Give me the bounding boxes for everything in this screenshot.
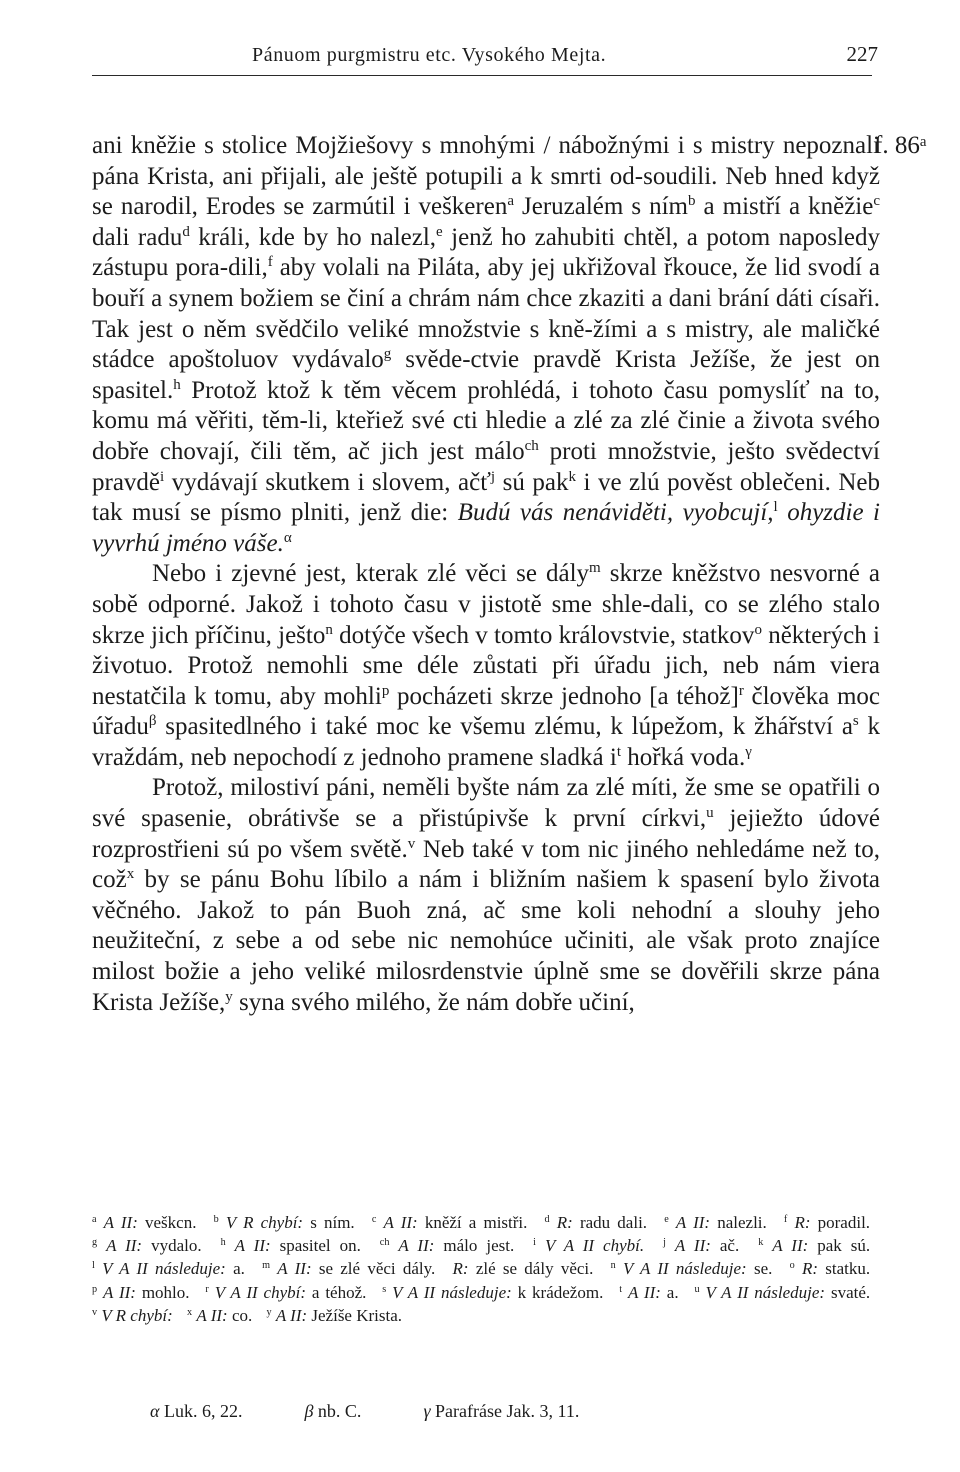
apparatus-key: g <box>92 1237 98 1249</box>
apparatus-note <box>92 1283 190 1302</box>
source-text: Luk. 6, 22. <box>163 1401 243 1421</box>
apparatus-note <box>205 1283 366 1302</box>
apparatus-key: r <box>205 1283 209 1295</box>
apparatus-key: m <box>262 1260 271 1272</box>
apparatus-reading: pak sú. <box>817 1236 871 1256</box>
apparatus-note <box>790 1259 871 1278</box>
apparatus-reading: a. <box>666 1282 679 1302</box>
apparatus-reading: k krádežom. <box>517 1282 604 1302</box>
apparatus-key: l <box>92 1260 95 1272</box>
apparatus-reading: nalezli. <box>717 1213 767 1232</box>
apparatus-key: x <box>187 1306 193 1318</box>
apparatus-siglum: A II: <box>674 1236 711 1256</box>
apparatus-note <box>92 1306 173 1325</box>
apparatus-note <box>92 1236 202 1255</box>
apparatus-note <box>545 1213 648 1232</box>
apparatus-siglum: V A II následuje: <box>102 1259 226 1279</box>
apparatus-key: v <box>92 1306 98 1318</box>
apparatus-reading: a. <box>233 1259 245 1279</box>
apparatus-note <box>92 1213 196 1232</box>
apparatus-key: d <box>544 1213 550 1225</box>
apparatus-siglum: V A II chybí. <box>544 1236 645 1256</box>
apparatus-siglum: A II: <box>675 1213 711 1232</box>
apparatus-key: f <box>783 1213 788 1225</box>
paragraph-1: ani kněžie s stolice Mojžiešovy s mnohými / nábožnými i s mistry nepoznali pána Krista, ani přijali, ale ještě potupili a k smrti od-soudili. Neb hned když se narodil, Erodes se zarmútil i veškeren$^a$ Jeruzalém s ním$^b$ a mistří a kněžie$^c$ dali radu$^d$ králi, kde by ho nalezl,$^e$ jenž ho zahubiti chtěl, a potom naposledy zástupu pora-dili,$^f$ aby volali na Piláta, aby jej ukřižoval řkouce, že lid svodí a bouří a synem božiem se činí a chrám nám chce zkaziti a dani brání dáti císaři. Tak jest o něm svědčilo veliké množstvie s kně-žími a s mistry, ale maličké stádce apoštoluov vydávalo$^g$ svěde-ctvie pravdě Krista Ježíše, že jest on spasitel.$^h$ Protož ktož k těm věcem prohlédá, i tohoto času pomyslíť na to, komu má věřiti, těm-li, kteřiež své cti hledie a zlé za zlé činie a života svého dobře chovají, čili těm, ač jich jest málo$^{ch}$ proti množstvie, ješto svědectví pravdě$^i$ vydávají skutkem i slovem, ačť$^j$ sú pak$^k$ i ve zlú pověst oblečeni. Neb tak musí se písmo plniti, jenž die: Budú vás nenáviděti, vyobcují,$^l$ ohyzdie i vyvrhú jméno váše.$^\alpha$ <box>92 132 881 557</box>
apparatus-key: y <box>266 1306 272 1318</box>
apparatus-note <box>92 1259 245 1278</box>
scripture-quote: Budú vás nenáviděti, vyobcují, <box>457 499 774 527</box>
apparatus-siglum: A II: <box>398 1236 435 1256</box>
apparatus-reading: zlé se dály věci. <box>475 1259 594 1279</box>
apparatus-siglum: V R chybí: <box>225 1213 304 1232</box>
apparatus-note <box>611 1259 773 1278</box>
apparatus-note <box>453 1259 594 1278</box>
page-number: 227 <box>846 42 878 66</box>
source-note <box>150 1399 242 1423</box>
critical-apparatus <box>92 1211 880 1327</box>
apparatus-key: j <box>663 1237 666 1249</box>
apparatus-note <box>784 1213 870 1232</box>
apparatus-key: o <box>789 1260 795 1272</box>
apparatus-siglum: A II: <box>772 1236 809 1256</box>
apparatus-note <box>262 1259 435 1278</box>
apparatus-note <box>619 1283 678 1302</box>
apparatus-reading: spasitel on. <box>279 1236 361 1256</box>
apparatus-siglum: A II: <box>106 1236 143 1256</box>
apparatus-reading: málo jest. <box>443 1236 515 1256</box>
apparatus-key: e <box>664 1213 669 1225</box>
apparatus-key: ch <box>379 1237 390 1249</box>
apparatus-reading: vydalo. <box>151 1236 202 1256</box>
header-rule <box>92 75 872 76</box>
apparatus-siglum: A II: <box>103 1213 138 1232</box>
apparatus-note <box>382 1283 603 1302</box>
apparatus-note <box>187 1306 252 1325</box>
apparatus-siglum: A II: <box>234 1236 271 1256</box>
apparatus-reading: mohlo. <box>141 1282 190 1302</box>
apparatus-siglum: A II: <box>277 1259 312 1279</box>
apparatus-reading: svaté. <box>830 1282 871 1302</box>
paragraph-2: Nebo i zjevné jest, kterak zlé věci se dály$^m$ skrze kněžstvo nesvorné a sobě odporné. Jakož i tohoto času v jistotě sme shle-dali, co se zlého stalo skrze jich příčinu, ješto$^n$ dotýče všech v tomto královstvie, statkov$^o$ některých i životuo. Protož nemohli sme déle zůstati při úřadu jich, neb nám viera nestatčila k tomu, aby mohli$^p$ pocházeti skrze jednoho [a téhož]$^r$ člověka moc úřadu$^\beta$ spasitedlného i také moc ke všemu zlému, k lúpežom, k žhářství $a^s$ k vraždám, neb nepochodí z jednoho pramene sladká $i^t$ hořká voda.$^\gamma$ <box>92 560 881 771</box>
apparatus-note <box>664 1213 767 1232</box>
apparatus-note <box>372 1213 528 1232</box>
source-note <box>423 1399 579 1423</box>
apparatus-siglum: R: <box>556 1213 573 1232</box>
apparatus-reading: kněží a mistři. <box>424 1213 528 1232</box>
apparatus-note <box>214 1213 355 1232</box>
apparatus-key: b <box>213 1213 219 1225</box>
paragraph-3: Protož, milostiví páni, neměli byšte nám za zlé míti, že sme se opatřili o své spasenie, obrátivše se a přistúpivše k první církvi,$^u$ jejiežto údové rozprostřieni sú po všem světě.$^v$ Neb také v tom nic jiného nehledáme než to, což$^x$ by se pánu Bohu líbilo a nám i bližním našiem k spasení bylo života věčného. Jakož to pán Buoh zná, ač sme koli nehodní a slouhy jeho neužiteční, z sebe a od sebe nic nemohúce učiniti, ale však proto znajíce milost božie a jeho veliké milosrdenstvie úplně sme se dověřili skrze pána Krista Ježíše,$^y$ syna svého milého, že nám dobře učiní, <box>92 774 881 1016</box>
apparatus-note <box>380 1236 514 1255</box>
apparatus-reading: poradil. <box>817 1213 871 1232</box>
apparatus-siglum: V A II následuje: <box>392 1282 512 1302</box>
apparatus-reading: veškcn. <box>145 1213 197 1232</box>
source-key: α <box>150 1401 160 1421</box>
apparatus-siglum: A II: <box>275 1305 308 1325</box>
apparatus-reading: co. <box>231 1305 253 1325</box>
apparatus-note <box>663 1236 739 1255</box>
apparatus-note <box>533 1236 644 1255</box>
apparatus-key: n <box>610 1260 616 1272</box>
source-key: β <box>304 1401 314 1421</box>
apparatus-note <box>221 1236 361 1255</box>
apparatus-reading: statku. <box>825 1259 871 1279</box>
apparatus-siglum: V A II následuje: <box>622 1259 747 1279</box>
apparatus-siglum: V A II následuje: <box>705 1282 826 1302</box>
apparatus-reading: se zlé věci dály. <box>318 1259 436 1279</box>
apparatus-siglum: R: <box>801 1259 819 1279</box>
apparatus-siglum: A II: <box>627 1282 661 1302</box>
scripture-quote-end: ohyzdie i vyvrhú jméno váše. <box>92 499 880 557</box>
apparatus-siglum: A II: <box>196 1305 228 1325</box>
apparatus-note <box>758 1236 870 1255</box>
source-notes <box>150 1399 840 1423</box>
source-text: nb. C. <box>317 1401 362 1421</box>
source-note <box>304 1399 361 1423</box>
source-key: γ <box>423 1401 431 1421</box>
apparatus-reading: se. <box>753 1259 773 1279</box>
apparatus-reading: a téhož. <box>311 1282 367 1302</box>
source-text: Parafráse Jak. 3, 11. <box>435 1401 580 1421</box>
apparatus-key: s <box>382 1283 387 1295</box>
apparatus-reading: radu dali. <box>579 1213 648 1232</box>
running-head-title: Pánuom purgmistru etc. Vysokého Mejta. <box>252 44 607 66</box>
apparatus-siglum: V A II chybí: <box>214 1282 307 1302</box>
apparatus-key: c <box>371 1213 377 1225</box>
apparatus-key: p <box>92 1283 98 1295</box>
folio-margin-note: f. 86ᵃ <box>874 132 927 159</box>
apparatus-siglum: R: <box>452 1259 469 1279</box>
apparatus-key: h <box>220 1237 226 1249</box>
apparatus-key: a <box>92 1213 97 1225</box>
apparatus-siglum: A II: <box>102 1282 136 1302</box>
apparatus-note <box>694 1283 870 1302</box>
apparatus-siglum: R: <box>794 1213 811 1232</box>
apparatus-reading: ač. <box>719 1236 740 1256</box>
running-head <box>92 38 880 78</box>
apparatus-key: t <box>619 1283 623 1295</box>
apparatus-note <box>266 1306 402 1325</box>
apparatus-reading: s ním. <box>310 1213 355 1232</box>
apparatus-key: u <box>694 1283 700 1295</box>
apparatus-siglum: A II: <box>383 1213 418 1232</box>
apparatus-reading: Ježíše Krista. <box>311 1305 403 1325</box>
apparatus-siglum: V R chybí: <box>101 1305 173 1325</box>
main-text <box>92 131 880 1018</box>
apparatus-key: i <box>533 1237 537 1249</box>
apparatus-key: k <box>758 1237 764 1249</box>
